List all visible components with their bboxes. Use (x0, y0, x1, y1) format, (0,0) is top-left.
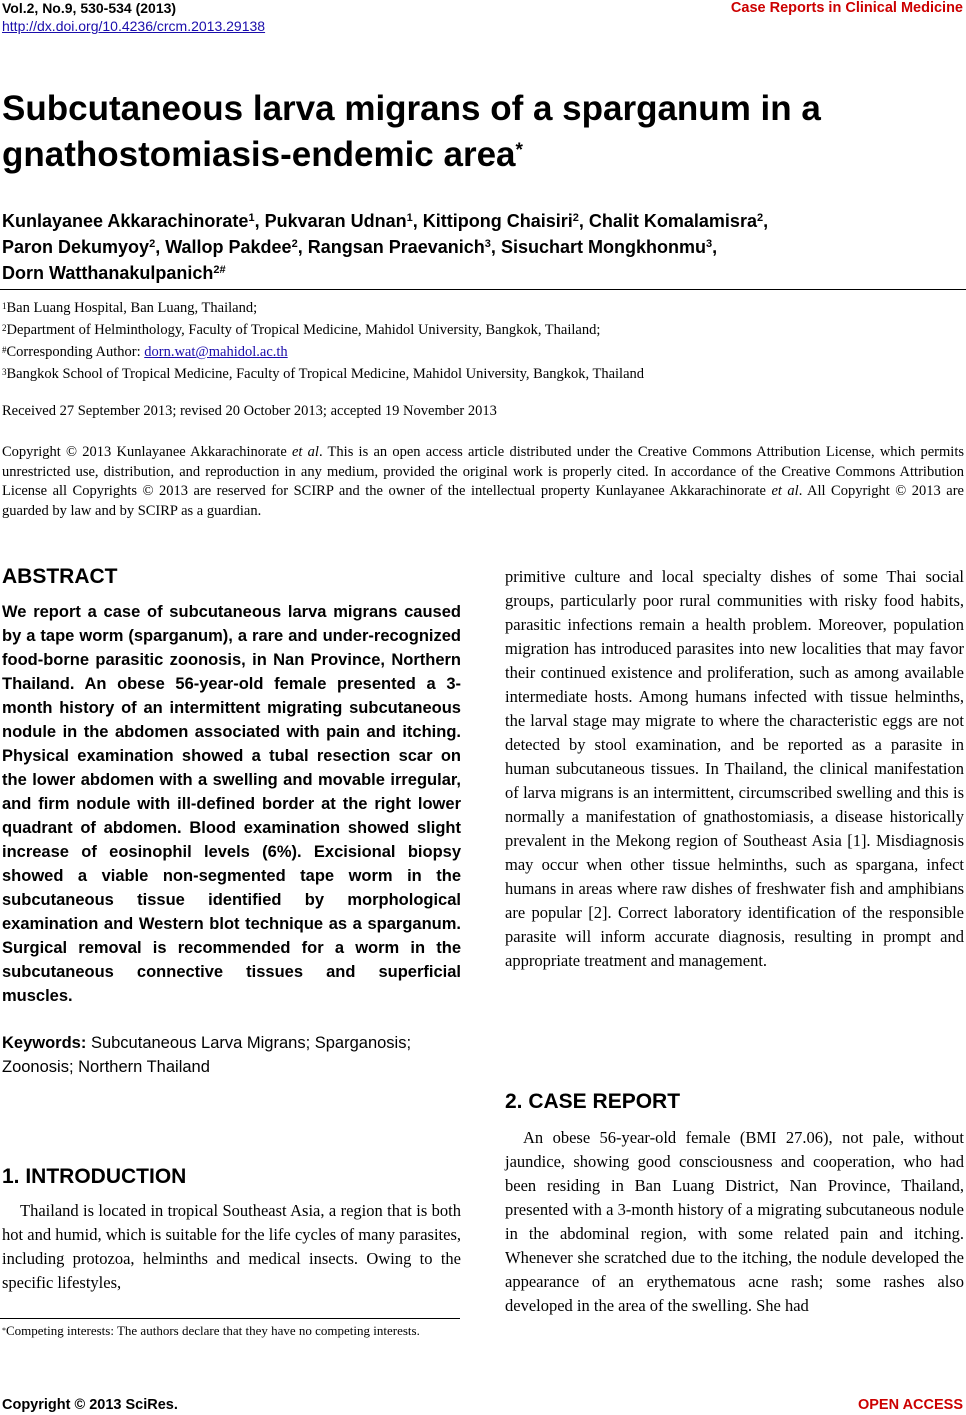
competing-interests-footnote: *Competing interests: The authors declare that they have no competing interests. (2, 1323, 420, 1338)
affiliation-2: $^2$Department of Helminthology, Faculty of Tropical Medicine, Mahidol University, Bangkok, Thailand; (2, 322, 601, 338)
footer-copyright: Copyright © 2013 SciRes. (2, 1397, 178, 1413)
author: Kunlayanee Akkarachinorate (2, 211, 249, 231)
introduction-text-right: primitive culture and local specialty dishes of some Thai social groups, particularly poor rural communities with risky food habits, parasitic infections remain a health problem. Moreover, population migration has introduced parasites into new localities that may favor their continued existence and proliferation, such as among available intermediate hosts. Among humans infected with tissue helminths, the larval stage may migrate to where the characteristic eggs are not detected by stool examination, and be reported as a parasite in human subcutaneous tissues. In Thailand, the clinical manifestation of larva migrans is an intermittent, circumscribed swelling and this is normally a manifestation of gnathostomiasis, a disease historically prevalent in the Mekong region of Southeast Asia [1]. Misdiagnosis may occur when other tissue helminths, such as spargana, infect humans in areas where raw dishes of freshwater fish and amphibians are popular [2]. Correct laboratory identification of the responsible parasite will inform accurate diagnosis, resulting in prompt and appropriate treatment and management. (505, 567, 964, 970)
author-line-3: Dorn Watthanakulpanich$^{2\#}$ (2, 263, 226, 283)
author: Kittipong Chaisiri (422, 211, 573, 231)
article-title (2, 86, 964, 178)
keywords-text: Subcutaneous Larva Migrans; Sparganosis; Zoonosis; Northern Thailand (2, 1034, 412, 1076)
author: Rangsan Praevanich (307, 237, 485, 257)
author: Pukvaran Udnan (264, 211, 407, 231)
author: Paron Dekumyoy (2, 237, 150, 257)
author-list (2, 208, 964, 286)
corresponding-author: #Corresponding Author: dorn.wat@mahidol.ac.th (2, 344, 288, 360)
author: Sisuchart Mongkhonmu (500, 237, 706, 257)
corresponding-email-link[interactable]: dorn.wat@mahidol.ac.th (144, 344, 288, 360)
introduction-section (2, 1165, 461, 1295)
received-dates: Received 27 September 2013; revised 20 October 2013; accepted 19 November 2013 (2, 403, 497, 419)
title-line-1: Subcutaneous larva migrans of a sparganum in a (2, 89, 821, 128)
introduction-text-left: Thailand is located in tropical Southeast Asia, a region that is both hot and humid, which is suitable for the life cycles of many parasites, including protozoa, helminths and medical insects. Owing to the specific lifestyles, (2, 1201, 461, 1292)
author: Chalit Komalamisra (588, 211, 757, 231)
abstract-heading: ABSTRACT (2, 565, 118, 588)
case-report-text: An obese 56-year-old female (BMI 27.06), not pale, without jaundice, showing good consciousness and cooperation, who had been residing in Ban Luang District, Nan Province, Thailand, presented with a 3-month history of a migrating subcutaneous nodule in the abdominal region, with some related pain and itching. Whenever she scratched due to the itching, the nodule developed the appearance of an erythematous acne rash; some rashes also developed in the area of the swelling. She had (505, 1128, 964, 1315)
case-report-section (505, 1090, 964, 1318)
journal-issue: Vol.2, No.9, 530-534 (2013) (2, 0, 177, 16)
affiliation-1: $^1$Ban Luang Hospital, Ban Luang, Thailand; (2, 300, 258, 316)
case-report-heading: 2. CASE REPORT (505, 1090, 681, 1113)
author: Dorn Watthanakulpanich (2, 263, 214, 283)
author-line-1: Kunlayanee Akkarachinorate$^1$, Pukvaran Udnan$^1$, Kittipong Chaisiri$^2$, Chalit Komalamisra$^2$, (2, 211, 769, 231)
footnote-divider (0, 1318, 460, 1319)
open-access-label: OPEN ACCESS (857, 1397, 963, 1413)
doi-link[interactable]: http://dx.doi.org/10.4236/crcm.2013.29138 (2, 18, 266, 34)
keywords (2, 1031, 461, 1079)
title-footnote-mark: * (515, 140, 523, 161)
affiliation-3: $^3$Bangkok School of Tropical Medicine, Faculty of Tropical Medicine, Mahidol University, Bangkok, Thailand (2, 366, 645, 382)
introduction-heading: 1. INTRODUCTION (2, 1165, 187, 1188)
abstract-section (2, 565, 461, 1079)
copyright-notice: Copyright © 2013 Kunlayanee Akkarachinorate et al. This is an open access article distributed under the Creative Commons Attribution License, which permits unrestricted use, distribution, and reproduction in any medium, provided the original work is properly cited. In accordance of the Creative Commons Attribution License all Copyrights © 2013 are reserved for SCIRP and the owner of the intellectual property Kunlayanee Akkarachinorate et al. All Copyright © 2013 are guarded by law and by SCIRP as a guardian. (2, 444, 964, 519)
abstract-text: We report a case of subcutaneous larva migrans caused by a tape worm (sparganum), a rare and under-recognized food-borne parasitic zoonosis, in Nan Province, Northern Thailand. An obese 56-year-old female presented a 3-month history of an intermittent migrating subcutaneous nodule in the abdomen associated with pain and itching. Physical examination showed a tubal resection scar on the lower abdomen with a swelling and movable irregular, and firm nodule with ill-defined border at the right lower quadrant of abdomen. Blood examination showed slight increase of eosinophil levels (6%). Excisional biopsy showed a viable non-segmented tape worm in the subcutaneous tissue identified by morphological examination and Western blot technique as a sparganum. Surgical removal is recommended for a worm in the subcutaneous connective tissues and superficial muscles. (2, 603, 461, 1005)
journal-name: Case Reports in Clinical Medicine (730, 0, 963, 16)
title-line-2: gnathostomiasis-endemic area* (2, 135, 523, 174)
author: Wallop Pakdee (165, 237, 292, 257)
header-divider (0, 289, 966, 290)
author-line-2: Paron Dekumyoy$^2$, Wallop Pakdee$^2$, Rangsan Praevanich$^3$, Sisuchart Mongkhonmu$^3$, (2, 237, 718, 257)
keywords-label: Keywords: (2, 1034, 87, 1052)
